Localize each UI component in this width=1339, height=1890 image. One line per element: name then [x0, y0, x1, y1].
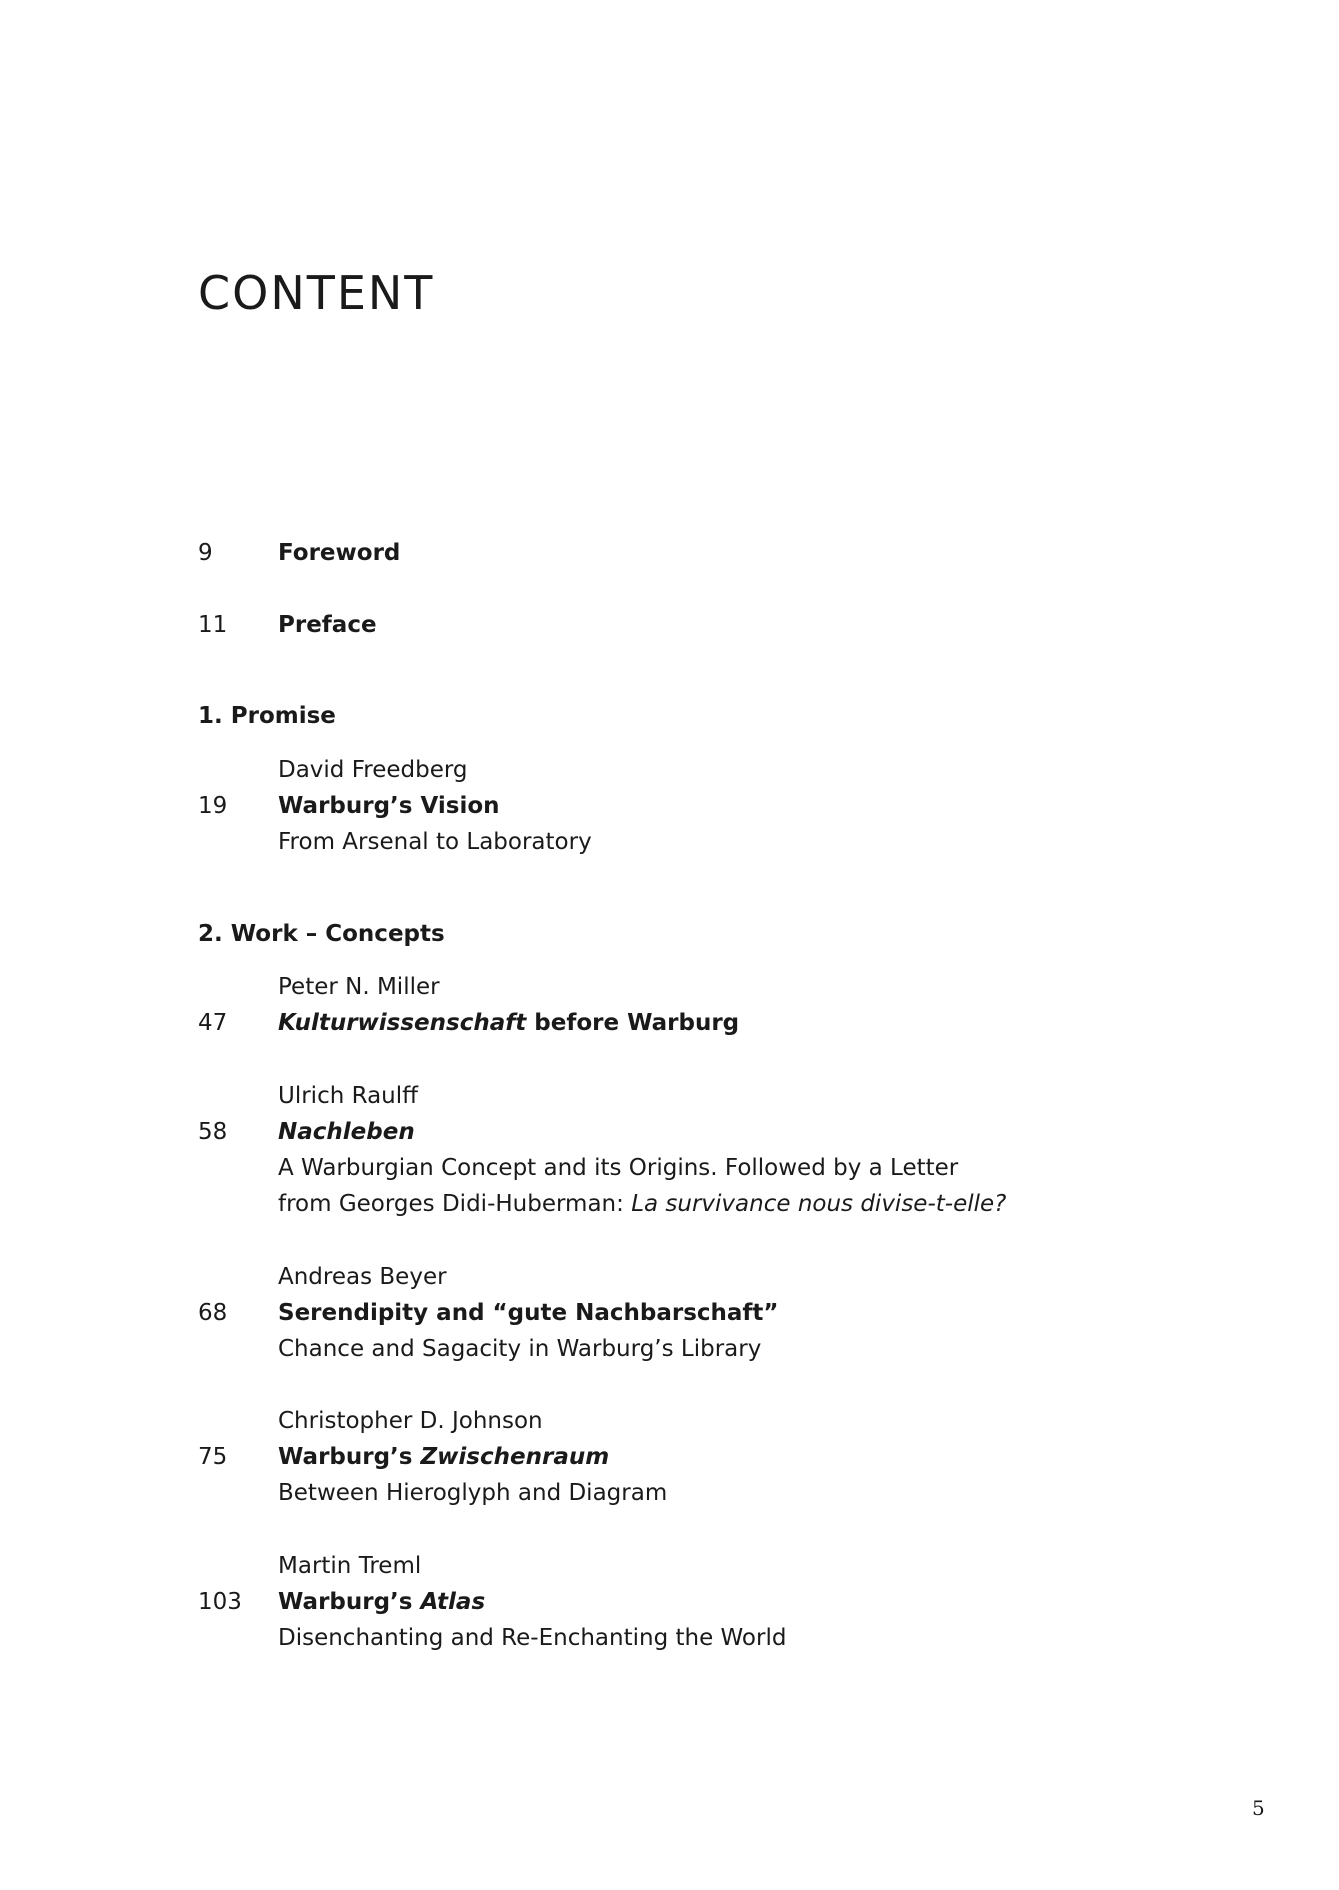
entry-author: David Freedberg	[278, 757, 468, 783]
entry-author: Christopher D. Johnson	[278, 1408, 543, 1434]
foreword-title: Foreword	[278, 540, 401, 566]
section-heading-work-concepts: 2. Work – Concepts	[198, 921, 445, 947]
preface-page: 11	[198, 612, 228, 638]
entry-title-italic: Atlas	[420, 1589, 486, 1615]
entry-author: Ulrich Raulff	[278, 1083, 418, 1109]
foreword-page: 9	[198, 540, 213, 566]
entry-title-rest: before Warburg	[526, 1010, 740, 1036]
entry-title-pre: Warburg’s	[278, 1444, 421, 1470]
entry-page: 58	[198, 1119, 228, 1145]
preface-title: Preface	[278, 612, 377, 638]
entry-subtitle: Chance and Sagacity in Warburg’s Library	[278, 1336, 762, 1362]
entry-page: 103	[198, 1589, 242, 1615]
entry-title-pre: Warburg’s	[278, 1589, 421, 1615]
entry-page: 75	[198, 1444, 228, 1470]
entry-subtitle: From Arsenal to Laboratory	[278, 829, 592, 855]
entry-subtitle-continued	[278, 1186, 1006, 1222]
entry-page: 47	[198, 1010, 228, 1036]
entry-author: Peter N. Miller	[278, 974, 440, 1000]
entry-title-italic: Zwischenraum	[420, 1444, 610, 1470]
entry-title-italic: Kulturwissenschaft	[278, 1010, 527, 1036]
entry-title: Serendipity and “gute Nachbarschaft”	[278, 1300, 779, 1326]
entry-subtitle-text: from Georges Didi-Huberman:	[278, 1191, 632, 1217]
entry-author: Martin Treml	[278, 1553, 422, 1579]
page-title: CONTENT	[198, 266, 435, 320]
section-heading-promise: 1. Promise	[198, 703, 336, 729]
entry-title	[278, 1005, 739, 1041]
entry-subtitle: Between Hieroglyph and Diagram	[278, 1480, 668, 1506]
entry-title	[278, 1584, 485, 1620]
entry-subtitle-italic: La survivance nous divise-t-elle?	[631, 1191, 1007, 1217]
entry-title: Nachleben	[278, 1119, 415, 1145]
entry-title: Warburg’s Vision	[278, 793, 500, 819]
entry-author: Andreas Beyer	[278, 1264, 447, 1290]
entry-title	[278, 1439, 609, 1475]
entry-subtitle: A Warburgian Concept and its Origins. Followed by a Letter	[278, 1155, 959, 1181]
page-number: 5	[1252, 1796, 1265, 1820]
entry-subtitle: Disenchanting and Re-Enchanting the World	[278, 1625, 787, 1651]
entry-page: 19	[198, 793, 228, 819]
entry-page: 68	[198, 1300, 228, 1326]
